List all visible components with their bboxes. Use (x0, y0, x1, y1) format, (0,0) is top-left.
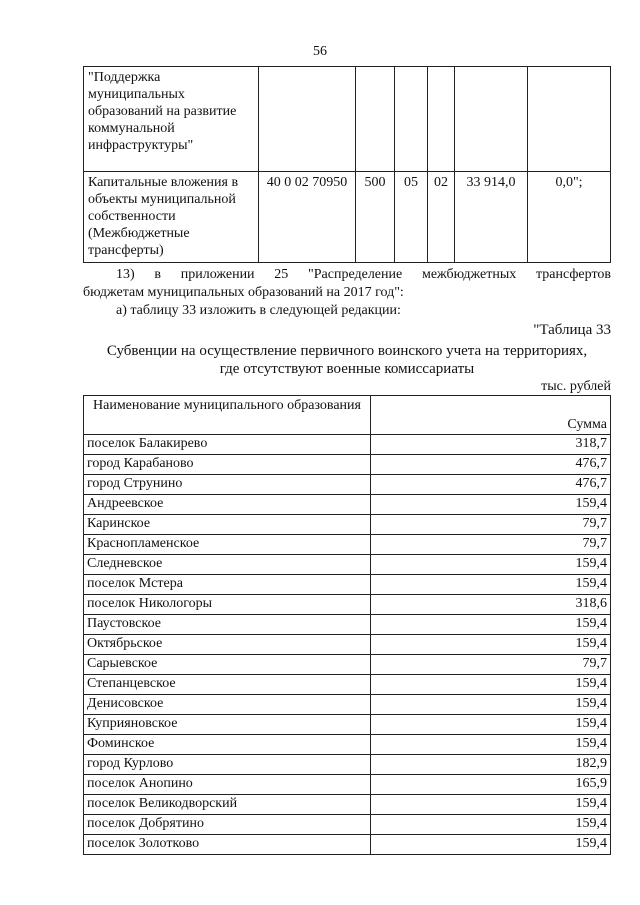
amount: 159,4 (371, 675, 611, 695)
amount: 318,6 (371, 595, 611, 615)
table-row (84, 475, 611, 495)
amount: 159,4 (371, 575, 611, 595)
budget-table-continuation (83, 66, 611, 263)
table-row (84, 815, 611, 835)
table-row (84, 715, 611, 735)
amount: 79,7 (371, 655, 611, 675)
amount: 165,9 (371, 775, 611, 795)
table-label: "Таблица 33 (533, 322, 611, 338)
table-row (84, 555, 611, 575)
municipality-name: поселок Великодворский (84, 795, 371, 815)
municipality-name: Куприяновское (84, 715, 371, 735)
municipality-name: Сарыевское (84, 655, 371, 675)
table-row (84, 835, 611, 855)
municipality-name: город Курлово (84, 755, 371, 775)
municipality-name: Денисовское (84, 695, 371, 715)
amount: 159,4 (371, 715, 611, 735)
table-row (84, 172, 611, 263)
section: 05 (395, 172, 428, 263)
table-row (84, 455, 611, 475)
amount: 159,4 (371, 615, 611, 635)
municipality-name: Степанцевское (84, 675, 371, 695)
row-name: Капитальные вложения в объекты муниципальной собственности (Межбюджетные трансферты) (84, 172, 259, 263)
municipality-name: Андреевское (84, 495, 371, 515)
table-row (84, 615, 611, 635)
amount-1: 33 914,0 (455, 172, 528, 263)
table-row (84, 735, 611, 755)
amount: 159,4 (371, 735, 611, 755)
municipality-name: город Карабаново (84, 455, 371, 475)
expense-type: 500 (356, 172, 395, 263)
table-header-row (84, 396, 611, 435)
units-label: тыс. рублей (541, 379, 611, 394)
amount: 159,4 (371, 555, 611, 575)
municipality-name: Каринское (84, 515, 371, 535)
item-13-line-1: 13) в приложении 25 "Распределение межбюджетных трансфертов (116, 267, 611, 282)
amount: 159,4 (371, 835, 611, 855)
row-name: "Поддержка муниципальных образований на развитие коммунальной инфраструктуры" (84, 67, 259, 172)
table-row (84, 655, 611, 675)
table-row (84, 575, 611, 595)
table-row (84, 535, 611, 555)
subsection: 02 (428, 172, 455, 263)
amount: 159,4 (371, 635, 611, 655)
municipality-name: поселок Балакирево (84, 435, 371, 455)
municipality-name: поселок Никологоры (84, 595, 371, 615)
target-code: 40 0 02 70950 (259, 172, 356, 263)
amount: 318,7 (371, 435, 611, 455)
table-row (84, 495, 611, 515)
table-title-line-1: Субвенции на осуществление первичного воинского учета на территориях, (106, 343, 588, 359)
amount: 79,7 (371, 535, 611, 555)
table-row (84, 435, 611, 455)
table-row (84, 795, 611, 815)
amount: 159,4 (371, 795, 611, 815)
amount: 159,4 (371, 815, 611, 835)
municipality-name: Фоминское (84, 735, 371, 755)
page-number: 56 (313, 44, 327, 59)
municipality-name: Краснопламенское (84, 535, 371, 555)
municipality-name: Паустовское (84, 615, 371, 635)
amount: 159,4 (371, 495, 611, 515)
item-a: а) таблицу 33 изложить в следующей редакции: (116, 303, 401, 318)
amount-2: 0,0"; (528, 172, 611, 263)
table-row (84, 515, 611, 535)
header-name: Наименование муниципального образования (84, 396, 371, 435)
amount: 476,7 (371, 455, 611, 475)
municipality-name: поселок Добрятино (84, 815, 371, 835)
amount: 159,4 (371, 695, 611, 715)
table-row (84, 635, 611, 655)
table-title-line-2: где отсутствуют военные комиссариаты (219, 361, 475, 377)
subventions-table (83, 395, 611, 855)
amount: 182,9 (371, 755, 611, 775)
municipality-name: поселок Мстера (84, 575, 371, 595)
table-row (84, 67, 611, 172)
municipality-name: поселок Анопино (84, 775, 371, 795)
table-row (84, 775, 611, 795)
municipality-name: Октябрьское (84, 635, 371, 655)
municipality-name: Следневское (84, 555, 371, 575)
amount: 476,7 (371, 475, 611, 495)
item-13-line-2: бюджетам муниципальных образований на 2017 год": (83, 285, 404, 300)
table-row (84, 755, 611, 775)
amount: 79,7 (371, 515, 611, 535)
table-row (84, 695, 611, 715)
table-row (84, 595, 611, 615)
table-row (84, 675, 611, 695)
municipality-name: поселок Золотково (84, 835, 371, 855)
header-sum: Сумма (371, 396, 611, 435)
municipality-name: город Струнино (84, 475, 371, 495)
